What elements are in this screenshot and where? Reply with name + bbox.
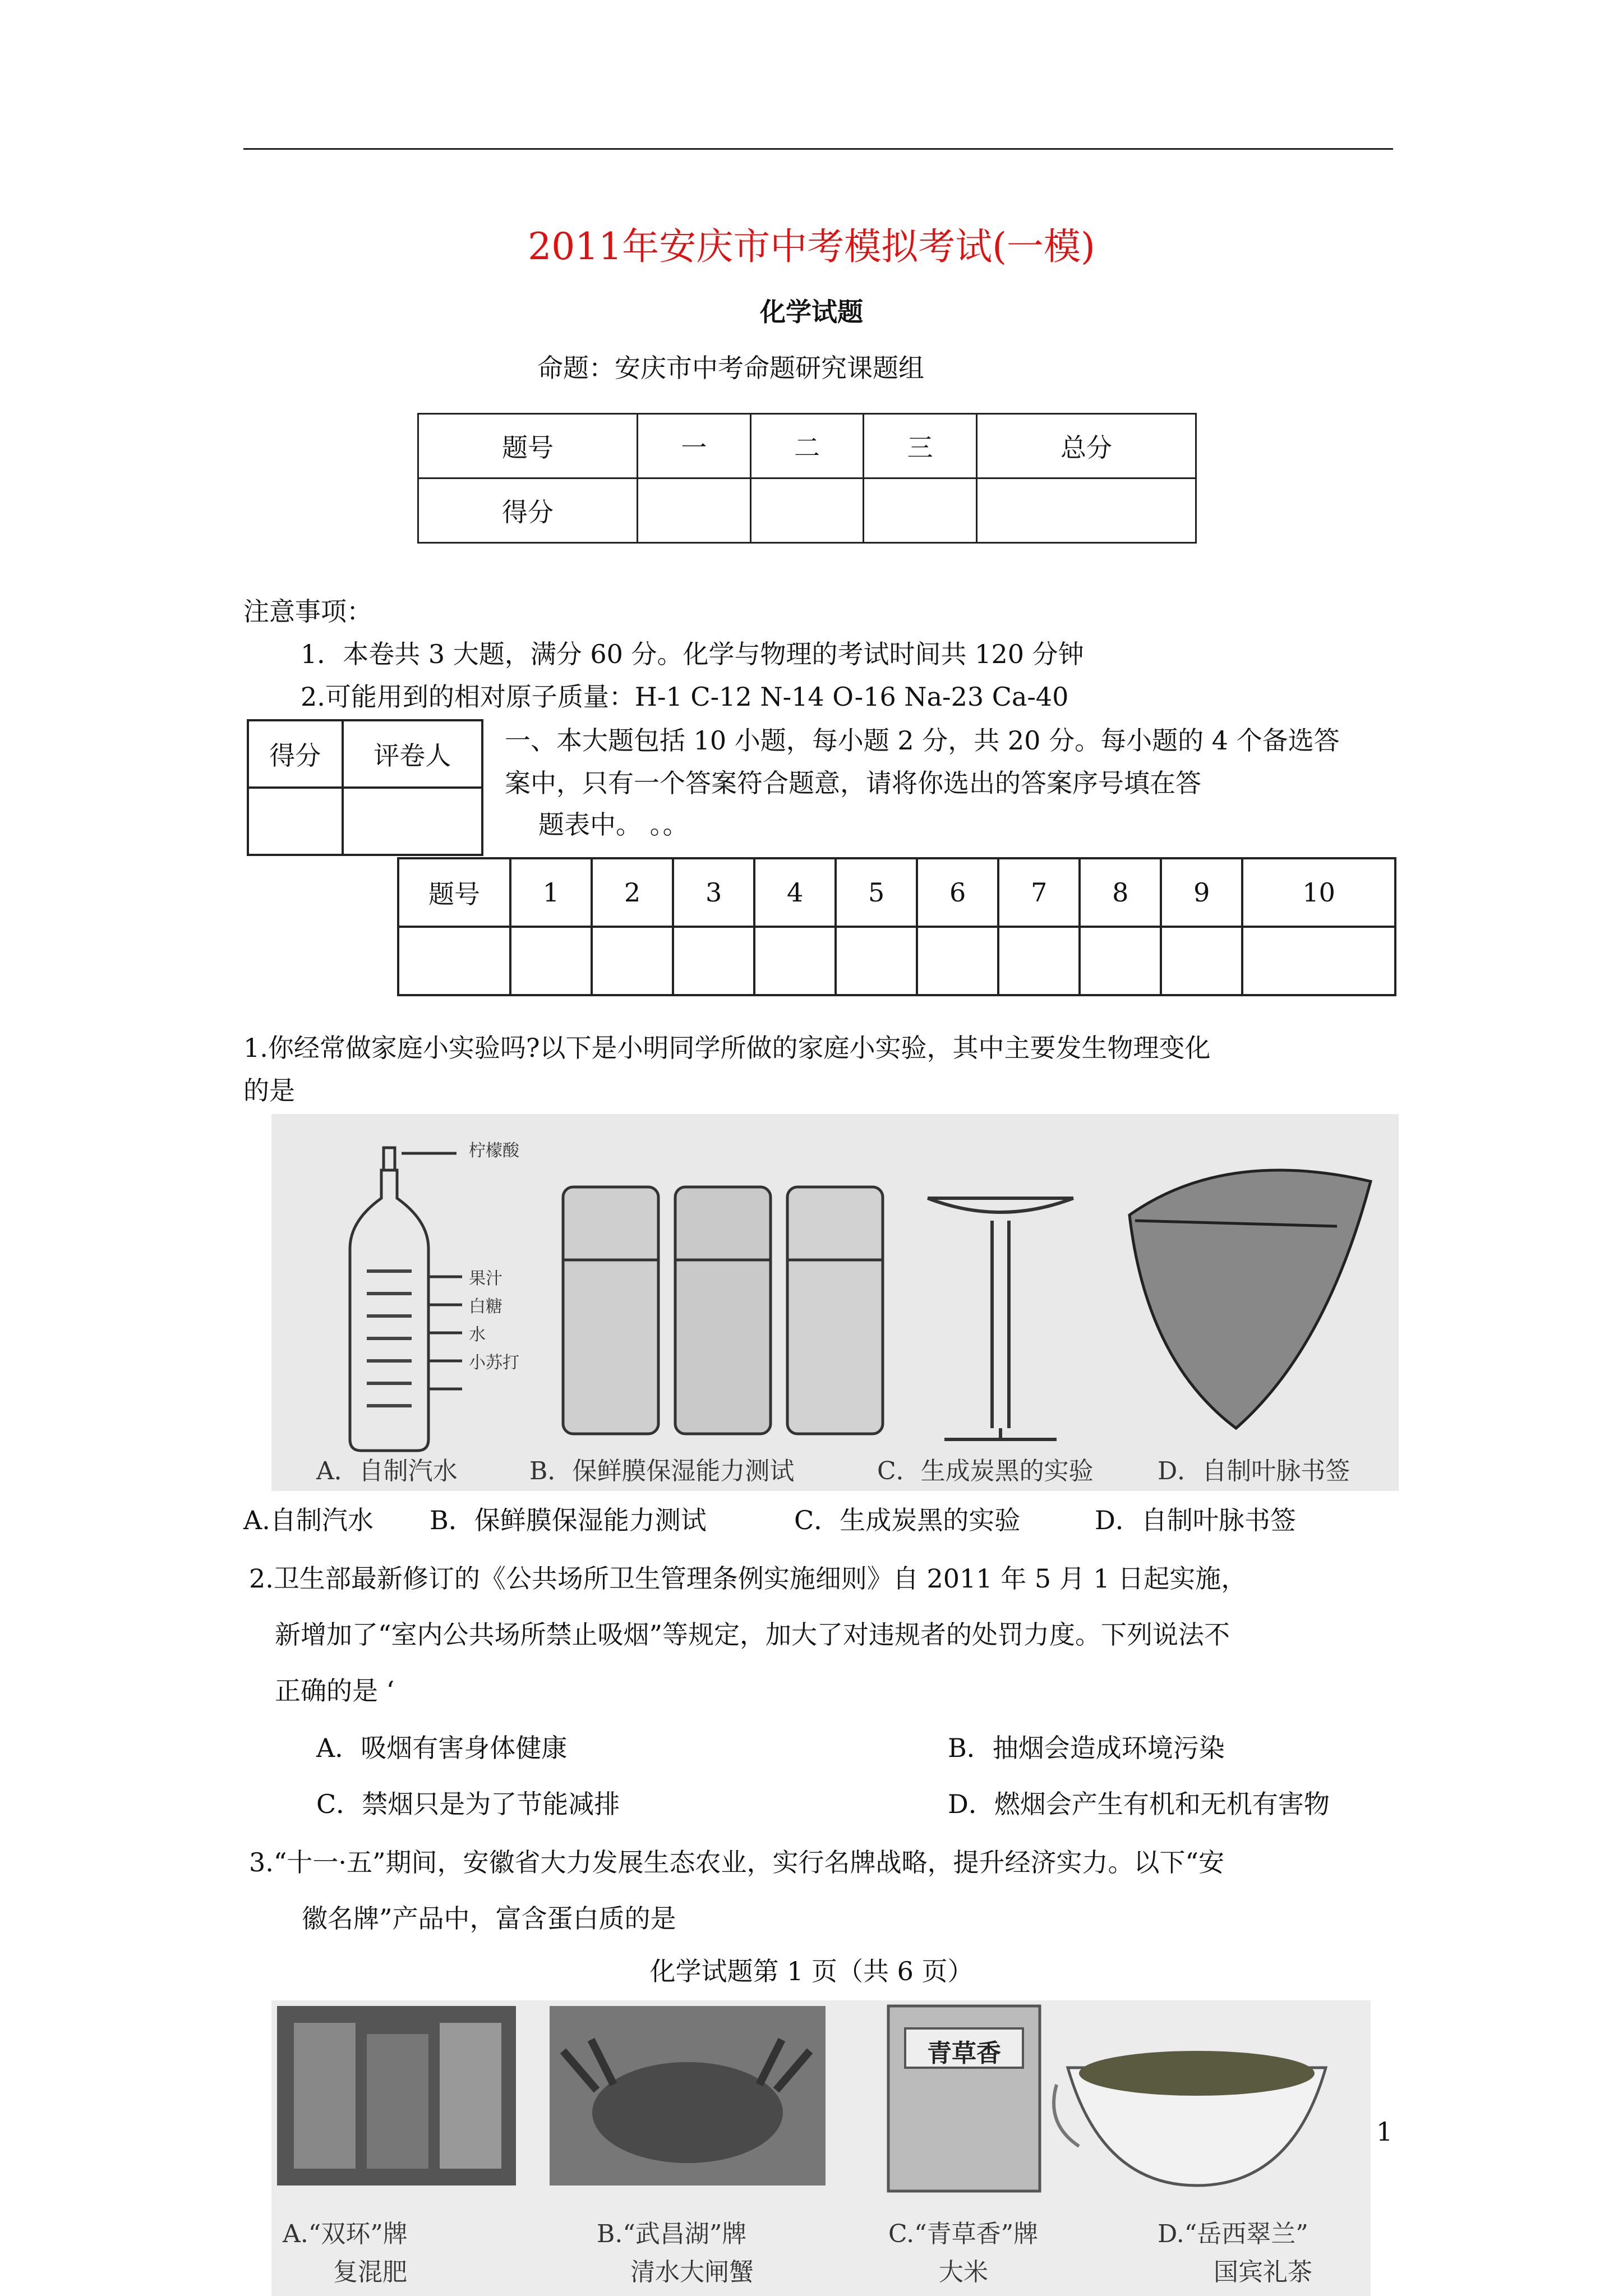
q1-option-b[interactable]: B．保鲜膜保湿能力测试: [430, 1505, 707, 1535]
answer-cell[interactable]: [836, 927, 917, 995]
notes-item-2: 2.可能用到的相对原子质量：H-1 C-12 N-14 O-16 Na-23 Ca-40: [301, 682, 1069, 712]
q2-option-c[interactable]: C．禁烟只是为了节能减排: [316, 1789, 620, 1819]
q3-products-drawing: [271, 2000, 1371, 2296]
answer-table-blank-row: [398, 927, 1395, 995]
q1-experiment-figure: [271, 1114, 1399, 1491]
score-table-header-row: [418, 414, 1196, 478]
answer-cell[interactable]: [1161, 927, 1242, 995]
q2-option-a[interactable]: A．吸烟有害身体健康: [316, 1733, 568, 1763]
q3-caption-b-line-1: B.“武昌湖”牌: [597, 2220, 747, 2248]
exam-title: 2011年安庆市中考模拟考试(一模): [528, 225, 1095, 268]
glass-cups-icon: [563, 1187, 883, 1434]
q2-option-d[interactable]: D．燃烟会产生有机和无机有害物: [948, 1789, 1330, 1819]
score-table-score-row: [418, 478, 1196, 543]
q1-figure-caption: A．自制汽水: [316, 1457, 458, 1485]
answer-cell[interactable]: [754, 927, 836, 995]
q3-stem-line-1: 3.“十一·五”期间，安徽省大力发展生态农业，实行名牌战略，提升经济实力。以下“安: [249, 1847, 1225, 1878]
q1-stem-line-1: 1.你经常做家庭小实验吗?以下是小明同学所做的家庭小实验，其中主要发生物理变化: [243, 1033, 1211, 1063]
crab-icon: [550, 2006, 826, 2185]
answer-number: 8: [1080, 858, 1161, 927]
answer-number: 3: [673, 858, 754, 927]
score-header-cell: 总分: [976, 414, 1196, 478]
score-cell[interactable]: [864, 478, 977, 543]
page-number: 1: [1376, 2116, 1393, 2147]
score-row-label: 得分: [418, 478, 638, 543]
q3-caption-c-line-2: 大米: [939, 2258, 988, 2286]
q2-stem-line-1: 2.卫生部最新修订的《公共场所卫生管理条例实施细则》自 2011 年 5 月 1 日起实施，: [249, 1563, 1247, 1594]
answer-cell[interactable]: [673, 927, 754, 995]
answer-number: 6: [917, 858, 998, 927]
exam-subtitle: 化学试题: [760, 297, 863, 327]
score-table: [417, 413, 1197, 544]
exam-author: 命题：安庆市中考命题研究课题组: [537, 353, 924, 383]
q3-stem-line-2: 徽名牌”产品中，富含蛋白质的是: [302, 1903, 676, 1934]
answer-number: 9: [1161, 858, 1242, 927]
answer-table: [397, 857, 1396, 996]
q2-option-b[interactable]: B．抽烟会造成环境污染: [948, 1733, 1225, 1763]
q1-figure-caption: B．保鲜膜保湿能力测试: [529, 1457, 795, 1485]
q3-products-figure: [271, 2000, 1371, 2296]
score-cell[interactable]: [750, 478, 864, 543]
q3-caption-b-line-2: 清水大闸蟹: [630, 2258, 754, 2286]
q3-caption-d-line-1: D.“岳西翠兰”: [1158, 2220, 1308, 2248]
tea-cup-icon: [1054, 2051, 1326, 2185]
answer-number: 5: [836, 858, 917, 927]
leaf-icon: [1129, 1170, 1371, 1428]
q3-caption-c-line-1: C.“青草香”牌: [888, 2220, 1039, 2248]
answer-number: 2: [592, 858, 673, 927]
score-header-cell: 题号: [418, 414, 638, 478]
page-footer-label: 化学试题第 1 页（共 6 页）: [649, 1956, 974, 1986]
score-cell[interactable]: [637, 478, 750, 543]
bottle-label: 水: [469, 1325, 486, 1345]
answer-number: 7: [998, 858, 1080, 927]
q1-option-c[interactable]: C．生成炭黑的实验: [794, 1505, 1021, 1535]
q3-caption-a-line-2: 复混肥: [333, 2258, 407, 2286]
answer-cell[interactable]: [1080, 927, 1161, 995]
grader-score-cell[interactable]: [248, 788, 343, 855]
answer-table-number-row: [398, 858, 1395, 927]
grader-box: [247, 719, 483, 856]
stand-dish-icon: [928, 1198, 1073, 1439]
top-rule: [243, 148, 1393, 150]
q1-experiment-drawing: [271, 1114, 1399, 1491]
answer-cell[interactable]: [998, 927, 1080, 995]
section1-line-2: 案中，只有一个答案符合题意，请将你选出的答案序号填在答: [505, 768, 1201, 798]
q2-stem-line-2: 新增加了“室内公共场所禁止吸烟”等规定，加大了对违规者的处罚力度。下列说法不: [275, 1619, 1230, 1650]
score-header-cell: 三: [864, 414, 977, 478]
grader-name-cell[interactable]: [343, 788, 482, 855]
answer-cell[interactable]: [1242, 927, 1395, 995]
q1-option-a[interactable]: A.自制汽水: [243, 1505, 374, 1535]
score-header-cell: 二: [750, 414, 864, 478]
section1-line-3: 题表中。 。。: [538, 809, 689, 840]
q1-option-d[interactable]: D．自制叶脉书签: [1095, 1505, 1296, 1535]
fertilizer-shelf-icon: [277, 2006, 516, 2185]
answer-number: 4: [754, 858, 836, 927]
grader-score-label: 得分: [248, 720, 343, 788]
bottle-label: 果汁: [469, 1269, 502, 1289]
bottle-label: 小苏打: [469, 1353, 519, 1373]
q1-figure-caption: C．生成炭黑的实验: [877, 1457, 1094, 1485]
answer-number: 10: [1242, 858, 1395, 927]
notes-heading: 注意事项：: [243, 596, 372, 627]
q3-caption-a-line-1: A.“双环”牌: [283, 2220, 408, 2248]
notes-item-1: 1．本卷共 3 大题，满分 60 分。化学与物理的考试时间共 120 分钟: [301, 639, 1084, 669]
section1-line-1: 一、本大题包括 10 小题，每小题 2 分，共 20 分。每小题的 4 个备选答: [505, 725, 1340, 756]
rice-bag-label: 青草香: [927, 2039, 1001, 2068]
answer-number: 1: [510, 858, 592, 927]
bottle-label: 柠檬酸: [469, 1141, 519, 1161]
grader-name-label: 评卷人: [343, 720, 482, 788]
score-cell[interactable]: [976, 478, 1196, 543]
bottle-liquid: [367, 1271, 412, 1406]
answer-cell[interactable]: [510, 927, 592, 995]
q3-caption-d-line-2: 国宾礼茶: [1214, 2258, 1312, 2286]
answer-cell[interactable]: [592, 927, 673, 995]
q2-stem-line-3: 正确的是 ‘: [275, 1676, 395, 1706]
q1-figure-caption: D．自制叶脉书签: [1158, 1457, 1350, 1485]
answer-table-label: 题号: [398, 858, 510, 927]
answer-cell[interactable]: [917, 927, 998, 995]
q1-stem-line-2: 的是: [243, 1075, 295, 1106]
answer-blank-label: [398, 927, 510, 995]
bottle-label: 白糖: [469, 1297, 502, 1317]
score-header-cell: 一: [637, 414, 750, 478]
